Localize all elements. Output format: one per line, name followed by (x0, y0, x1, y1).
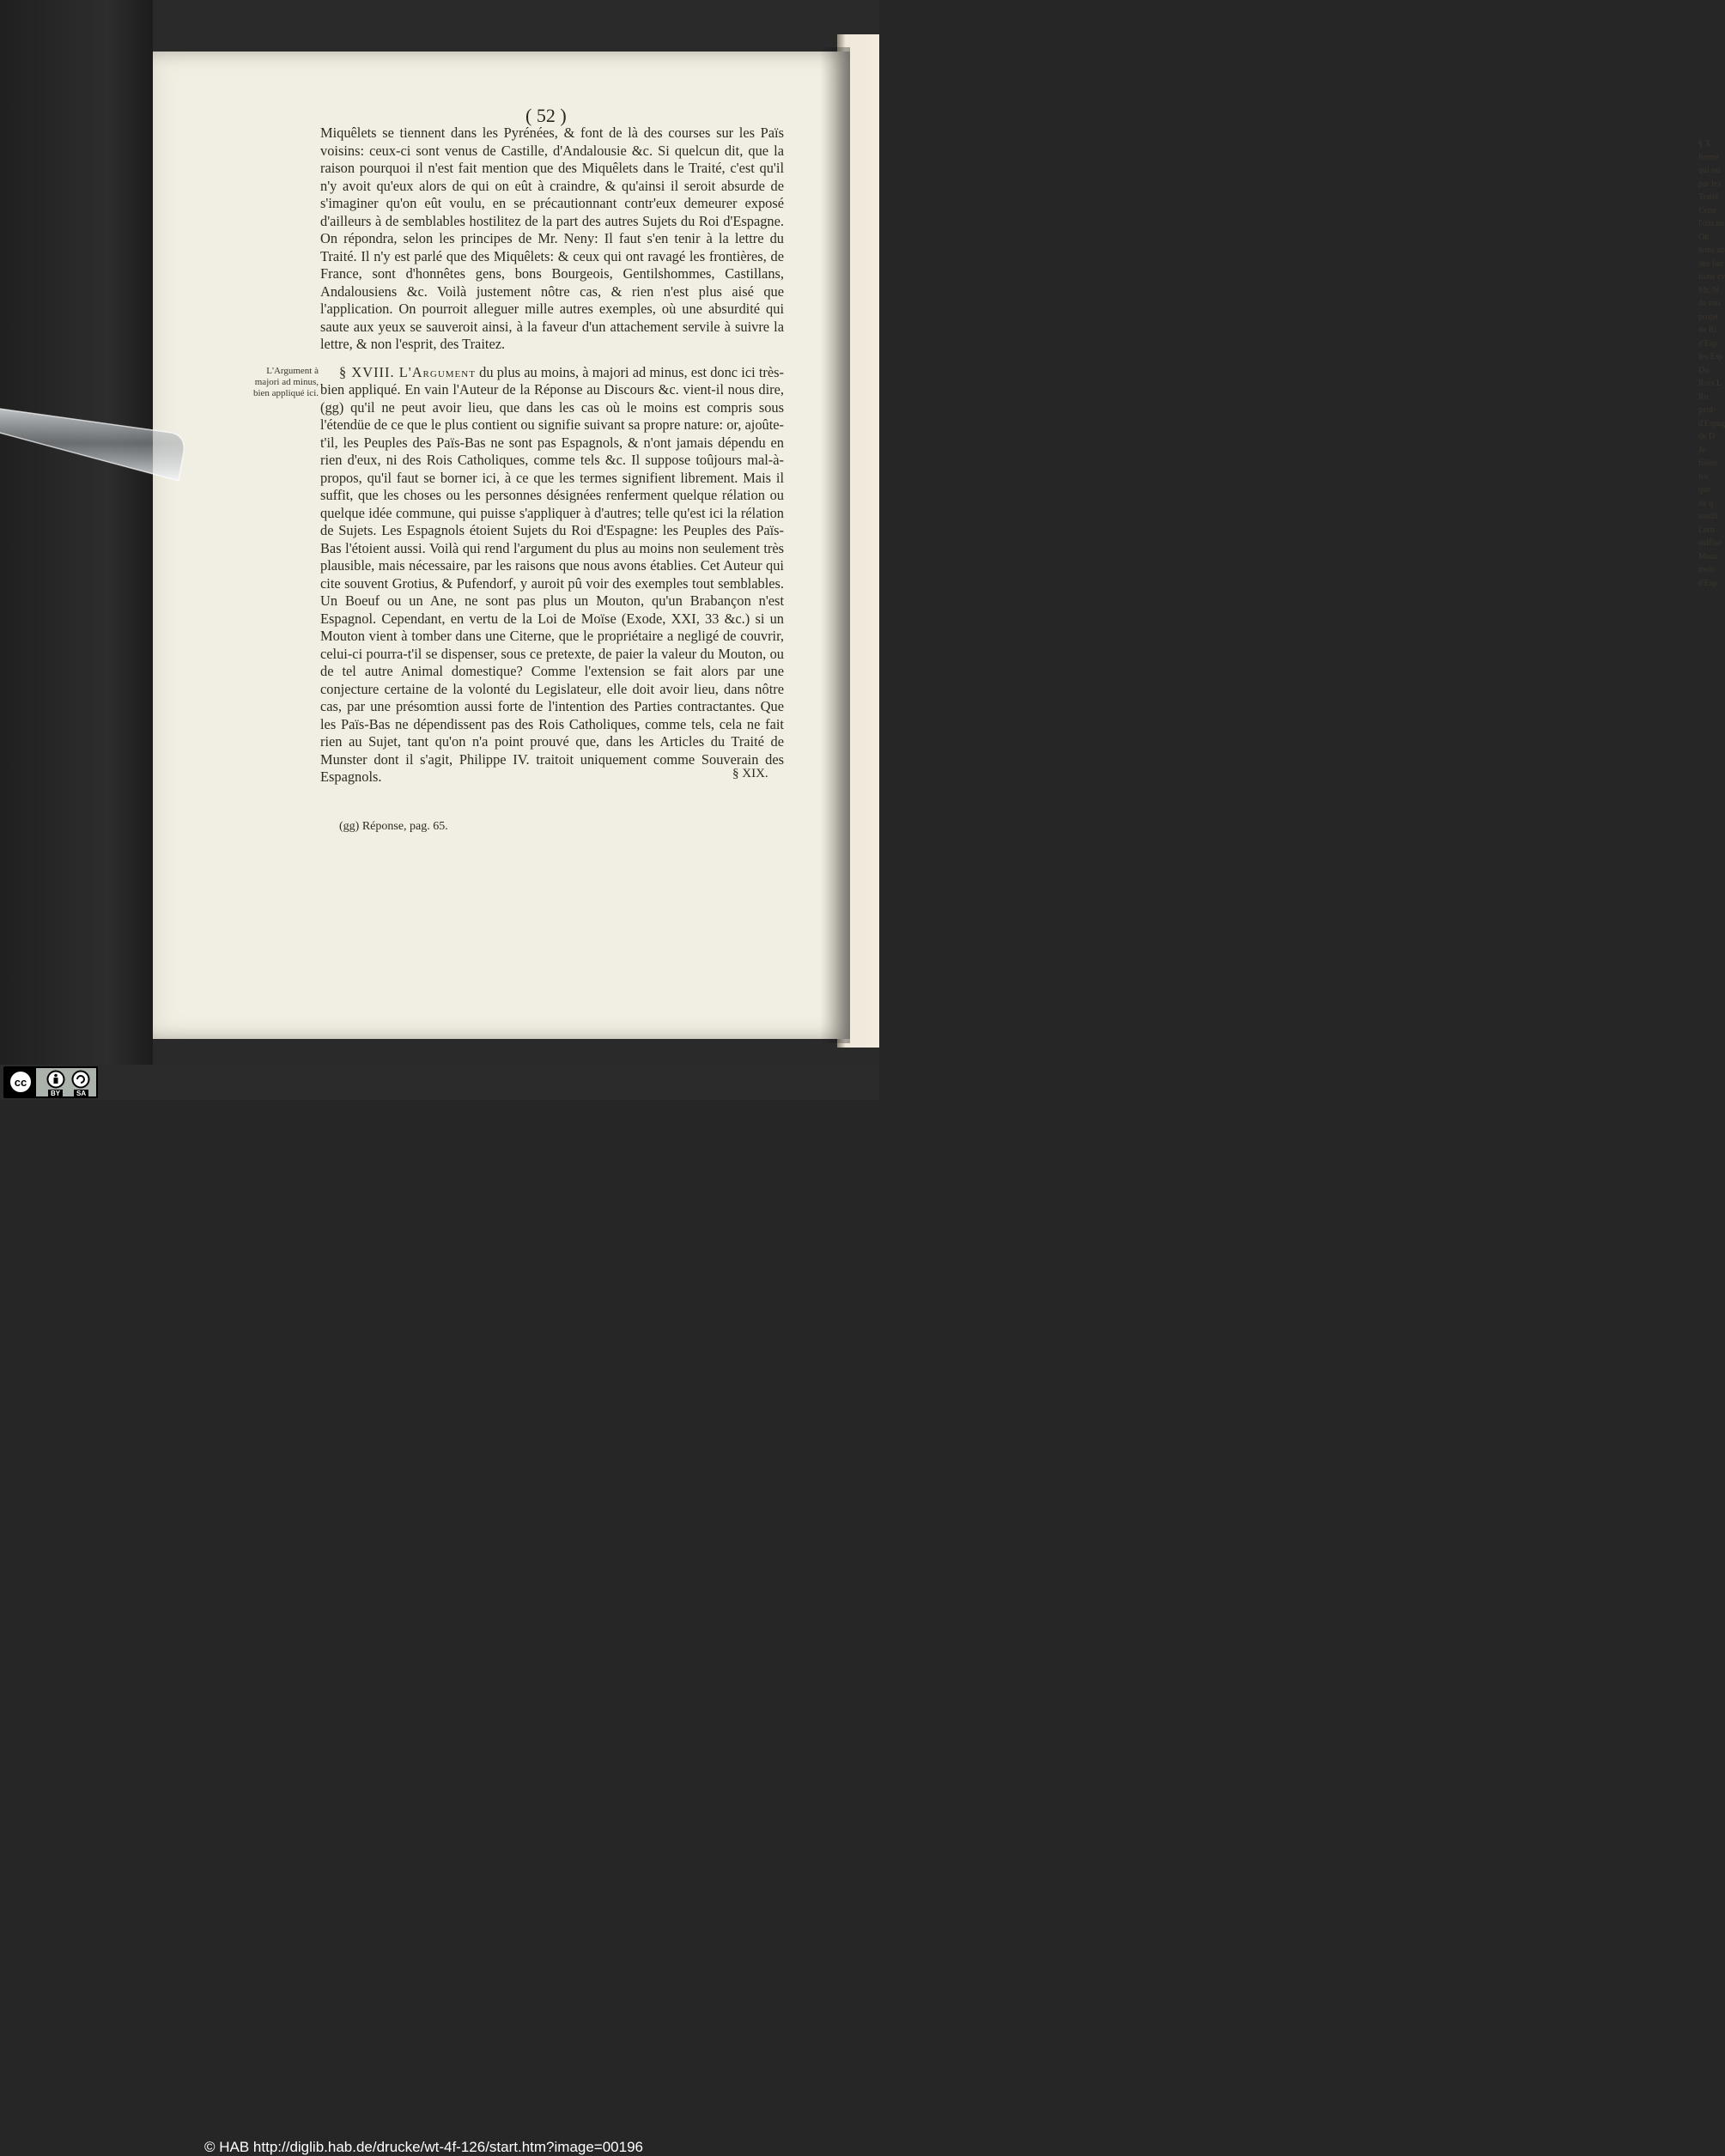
cc-sa-label: SA (74, 1090, 88, 1097)
book-spine (0, 0, 153, 1065)
facing-page-text (1698, 137, 1725, 590)
facing-page-fragment: que (1698, 485, 1711, 495)
footnote: (gg) Réponse, pag. 65. (339, 820, 448, 833)
facing-page-fragment: Je (1698, 445, 1706, 455)
facing-page-fragment: moïs (1698, 565, 1716, 574)
cc-license-badge[interactable] (3, 1066, 98, 1098)
facing-page-fragment: § X (1698, 139, 1711, 149)
facing-page-fragment: fidèle (1698, 459, 1718, 468)
catchword: § XIX. (732, 767, 768, 780)
page-body (320, 125, 784, 786)
facing-page-fragment: de D (1698, 432, 1716, 441)
scan-viewport (0, 0, 1725, 1065)
margin-note: L'Argument à majori ad minus, bien appliqué ici. (252, 366, 319, 398)
facing-page-fragment: d'Esp (1698, 578, 1717, 588)
facing-page-fragment: projet (1698, 312, 1719, 322)
facing-page-fragment: suffisa (1698, 538, 1722, 548)
gutter-shadow (820, 47, 850, 1043)
facing-page-fragment: de Ri (1698, 325, 1717, 335)
facing-page-fragment: Rois L (1698, 379, 1722, 388)
facing-page-fragment: des Ind (1698, 258, 1724, 269)
facing-page-fragment: de trés (1698, 299, 1722, 308)
facing-page-fragment: tendit (1698, 512, 1718, 521)
facing-page-fragment: formé (1698, 152, 1719, 162)
section-xviii-paragraph (320, 364, 784, 786)
facing-page-fragment: l'oïn no (1698, 219, 1724, 228)
facing-page-fragment: Du (1698, 365, 1710, 375)
facing-page-fragment: tions cy (1698, 272, 1725, 282)
facing-page-fragment: qui ou (1698, 166, 1721, 175)
facing-page-fragment: peut- (1698, 405, 1716, 415)
facing-page-fragment: de q (1698, 498, 1713, 508)
facing-page-fragment: On (1698, 232, 1710, 242)
facing-page-fragment: Lettr (1698, 525, 1716, 535)
facing-page-fragment: les Esp (1698, 352, 1723, 361)
paragraph-continuation: Miquêlets se tiennent dans les Pyrénées, & font de là des courses sur les Païs voisins: ceux-ci sont venus de Castille, d'Andalousie &c. Si quelcun dit, que la raison pourquoi il n'est fait mention que des Miquêlets dans le Traité, c'est qu'il n'y avoit qu'eux alors de qui on eût à craindre, & qu'ainsi il seroit absurde de s'imaginer qu'on eût voulu, en se précautionnant contr'eux demeurer exposé d'ailleurs à de semblables hostilitez de la part des autres Sujets du Roi d'Espagne. On répondra, selon les principes de Mr. Neny: Il faut s'en tenir à la lettre du Traité. Il n'y est parlé que des Miquêlets: & ceux qui ont ravagé les frontières, de France, sont d'honnêtes gens, bons Bourgeois, Gentilshommes, Castillans, Andalousiens &c. Voilà justement nôtre cas, & rien n'est plus aisé que l'application. On pourroit alleguer mille autres exemples, où une absurdité qui saute aux yeux se sauveroit ainsi, à la faveur d'un attachement servile à suivre la lettre, & non l'esprit, des Traitez. (320, 125, 784, 352)
facing-page-fragment: Mons (1698, 551, 1718, 562)
glass-page-holder (0, 419, 193, 469)
cc-by-label: BY (48, 1090, 63, 1097)
facing-page-fragment: d'Esp (1698, 338, 1717, 349)
facing-page-fragment: tems ab (1698, 246, 1725, 255)
facing-page-fragment: Traité (1698, 192, 1719, 202)
section-heading: § XVIII. L'Argument (339, 363, 476, 380)
section-body: du plus au moins, à majori ad minus, est donc ici très-bien appliqué. En vain l'Auteur de la Réponse au Discours &c. vient-il nous dire, (gg) qu'il ne peut avoir lieu, que dans les cas où le moins est compris sous l'étendüe de ce que le plus contient ou signifie suivant sa propre nature: or, ajoûte-t'il, les Peuples des Païs-Bas ne sont pas Espagnols, & n'ont jamais dépendu en rien d'eux, ni des Rois Catholiques, comme tels &c. Il suppose toûjours mal-à-propos, qu'il faut se borner ici, à ce que les termes signifient librement. Mais il suffit, que les choses ou les personnes désignées renferment quelque rélation ou quelque idée commune, qui puisse s'appliquer à d'autres; telle qu'est ici la rélation de Sujets. Les Espagnols étoient Sujets du Roi d'Espagne: les Peuples des Païs-Bas l'étoient aussi. Voilà qui rend l'argument du plus au moins non seulement très plausible, mais nécessaire, par les raisons que nous avons établies. Cet Auteur qui cite souvent Grotius, & Pufendorf, y auroit pû voir des exemples tout semblables. Un Boeuf ou un Ane, ne sont pas plus un Mouton, qu'un Brabançon n'est Espagnol. Cependant, en vertu de la Loi de Moïse (Exode, XXI, 33 &c.) si un Mouton vient à tomber dans une Citerne, que le propriétaire a negligé de couvrir, celui-ci pourra-t'il se dispenser, sous ce pretexte, de paier la valeur du Mouton, ou de tel autre Animal domestique? Comme l'extension se fait alors par une conjecture certaine de la volonté du Legislateur, elle doit avoir lieu, dans nôtre cas, par une présomtion aussi forte de l'intention des Parties contractantes. Que les Païs-Bas ne dépendissent pas des Rois Catholiques, comme tels, cela ne fait rien au Sujet, tant qu'on n'a point prouvé que, dans les Articles du Traité de Munster dont il s'agit, Philippe IV. traitoit uniquement comme Souverain des Espagnols. (320, 363, 784, 785)
facing-page-fragment: d'Espag (1698, 418, 1725, 428)
page-number: ( 52 ) (525, 105, 567, 126)
facing-page-fragment: Ro (1698, 392, 1709, 402)
facing-page-fragment: Cette (1698, 205, 1717, 216)
svg-text:cc: cc (14, 1076, 27, 1089)
facing-page-fragment: les (1698, 471, 1709, 482)
footer-bar (0, 1065, 879, 2155)
facing-page-fragment: Mr. N (1698, 285, 1719, 295)
facing-page-fragment: par les (1698, 179, 1722, 189)
copyright-text: © HAB http://diglib.hab.de/drucke/wt-4f-126/start.htm?image=00196 (204, 2139, 644, 2155)
